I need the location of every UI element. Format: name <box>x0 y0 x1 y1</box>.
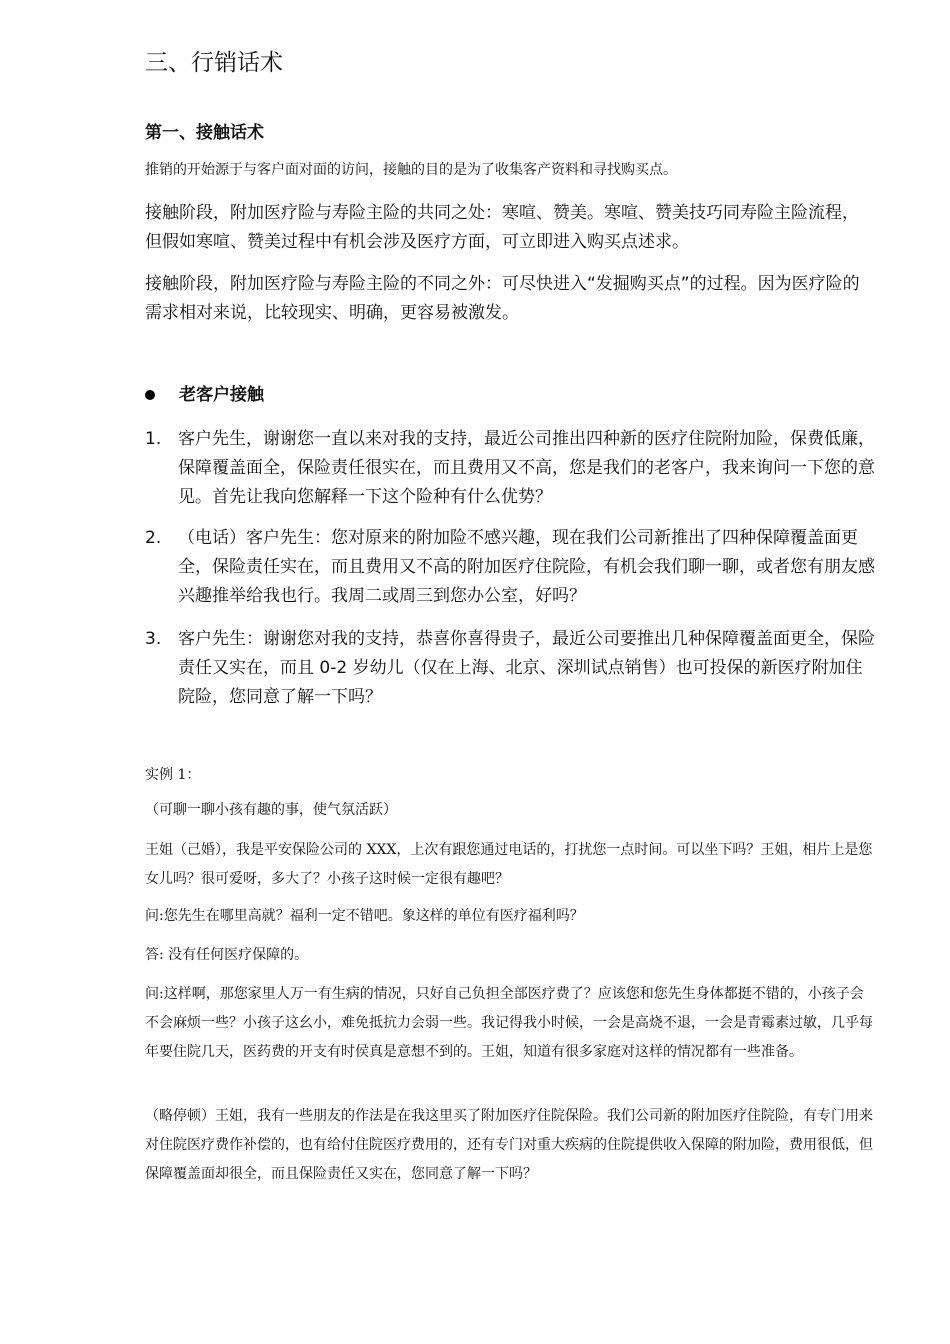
paragraph-common: 接触阶段，附加医疗险与寿险主险的共同之处：寒喧、赞美。寒喧、赞美技巧同寿险主险流程，但假如寒喧、赞美过程中有机会涉及医疗方面，可立即进入购买点述求。 <box>145 203 859 252</box>
section-heading: 第一、接触话术 <box>145 123 264 143</box>
list-item-number: 2. <box>145 528 162 548</box>
example-dialogue: 王姐（己婚），我是平安保险公司的 XXX，上次有跟您通过电话的，打扰您一点时间。可以坐下吗？王姐，相片上是您女儿吗？很可爱呀，多大了？小孩子这时候一定很有趣吧？ <box>145 842 873 887</box>
list-item <box>145 524 875 614</box>
page-title: 三、行销话术 <box>145 50 283 76</box>
list-item-number: 3. <box>145 629 162 649</box>
list-item-text: 客户先生：谢谢您对我的支持，恭喜你喜得贵子，最近公司要推出几种保障覆盖面更全，保险责任又实在，而且 0-2 岁幼儿（仅在上海、北京、深圳试点销售）也可投保的新医疗附加住院险，您同意了解一下吗？ <box>178 629 875 707</box>
list-item-text: 客户先生，谢谢您一直以来对我的支持，最近公司推出四种新的医疗住院附加险，保费低廉，保障覆盖面全，保险责任很实在，而且费用又不高，您是我们的老客户，我来询问一下您的意见。首先让我向您解释一下这个险种有什么优势？ <box>178 429 875 507</box>
intro-paragraph: 推销的开始源于与客户面对面的访问，接触的目的是为了收集客产资料和寻找购买点。 <box>145 162 677 178</box>
list-item-number: 1. <box>145 429 162 449</box>
list-item-text: （电话）客户先生：您对原来的附加险不感兴趣，现在我们公司新推出了四种保障覆盖面更全，保险责任实在，而且费用又不高的附加医疗住院险，有机会我们聊一聊，或者您有朋友感兴趣推举给我也行。我周二或周三到您办公室，好吗？ <box>178 528 875 606</box>
example-answer: 答: 没有任何医疗保障的。 <box>145 947 309 963</box>
paragraph-difference: 接触阶段，附加医疗险与寿险主险的不同之外：可尽快进入“发掘购买点”的过程。因为医疗险的需求相对来说，比较现实、明确，更容易被激发。 <box>145 274 860 323</box>
bullet-heading-row <box>145 381 264 409</box>
example-label: 实例 1： <box>145 767 201 783</box>
list-item <box>145 625 875 715</box>
example-question: 问:这样啊，那您家里人万一有生病的情况，只好自己负担全部医疗费了？应该您和您先生身体都挺不错的，小孩子会不会麻烦一些？小孩子这幺小，难免抵抗力会弱一些。我记得我小时候，一会是高烧不退，一会是青霉素过敏，几乎每年要住院几天，医药费的开支有时侯真是意想不到的。王姐，知道有很多家庭对这样的情况都有一些准备。 <box>145 986 873 1060</box>
example-closing: （略停顿）王姐，我有一些朋友的作法是在我这里买了附加医疗住院保险。我们公司新的附加医疗住院险，有专门用来对住院医疗费作补偿的，也有给付住院医疗费用的，还有专门对重大疾病的住院提供收入保障的附加险，费用很低，但保障覆盖面却很全，而且保险责任又实在，您同意了解一下吗？ <box>145 1108 873 1182</box>
list-item <box>145 425 875 515</box>
bullet-heading: 老客户接触 <box>179 385 264 405</box>
bullet-dot-icon <box>145 390 155 400</box>
example-note: （可聊一聊小孩有趣的事，使气氛活跃） <box>145 802 397 818</box>
example-question: 问:您先生在哪里高就？福利一定不错吧。象这样的单位有医疗福利吗？ <box>145 908 584 924</box>
